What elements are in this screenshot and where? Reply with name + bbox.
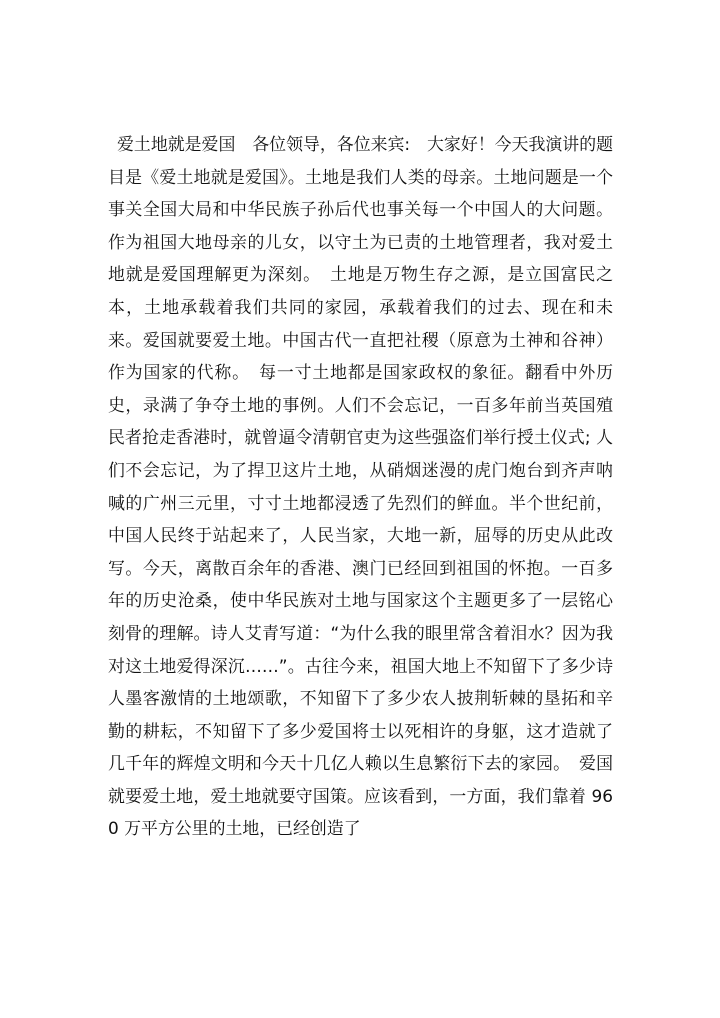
speech-body-paragraph: 爱土地就是爱国 各位领导，各位来宾: 大家好！今天我演讲的题目是《爱土地就是爱国》。土地是我们人类的母亲。土地问题是一个事关全国大局和中华民族子孙后代也事关每一个中国人的大问题。作为祖国大地母亲的儿女，以守土为已责的土地管理者，我对爱土地就是爱国理解更为深刻。 土地是万物生存之源，是立国富民之本，土地承载着我们共同的家园，承载着我们的过去、现在和未来。爱国就要爱土地。中国古代一直把社稷（原意为土神和谷神）作为国家的代称。 每一寸土地都是国家政权的象征。翻看中外历史，录满了争夺土地的事例。人们不会忘记，一百多年前当英国殖民者抢走香港时，就曾逼令清朝官吏为这些强盗们举行授土仪式; 人们不会忘记，为了捍卫这片土地，从硝烟迷漫的虎门炮台到齐声呐喊的广州三元里，寸寸土地都浸透了先烈们的鲜血。半个世纪前，中国人民终于站起来了，人民当家，大地一新，屈辱的历史从此改写。今天，离散百余年的香港、澳门已经回到祖国的怀抱。一百多年的历史沧桑，使中华民族对土地与国家这个主题更多了一层铭心刻骨的理解。诗人艾青写道：“为什么我的眼里常含着泪水？因为我对这土地爱得深沉……”。古往今来，祖国大地上不知留下了多少诗人墨客激情的土地颂歌，不知留下了多少农人披荆斩棘的垦拓和辛勤的耕耘，不知留下了多少爱国将士以死相许的身躯，这才造就了几千年的辉煌文明和今天十几亿人赖以生息繁衍下去的家园。 爱国就要爱土地，爱土地就要守国策。应该看到，一方面，我们靠着 960 万平方公里的土地，已经创造了 [108,134,613,839]
